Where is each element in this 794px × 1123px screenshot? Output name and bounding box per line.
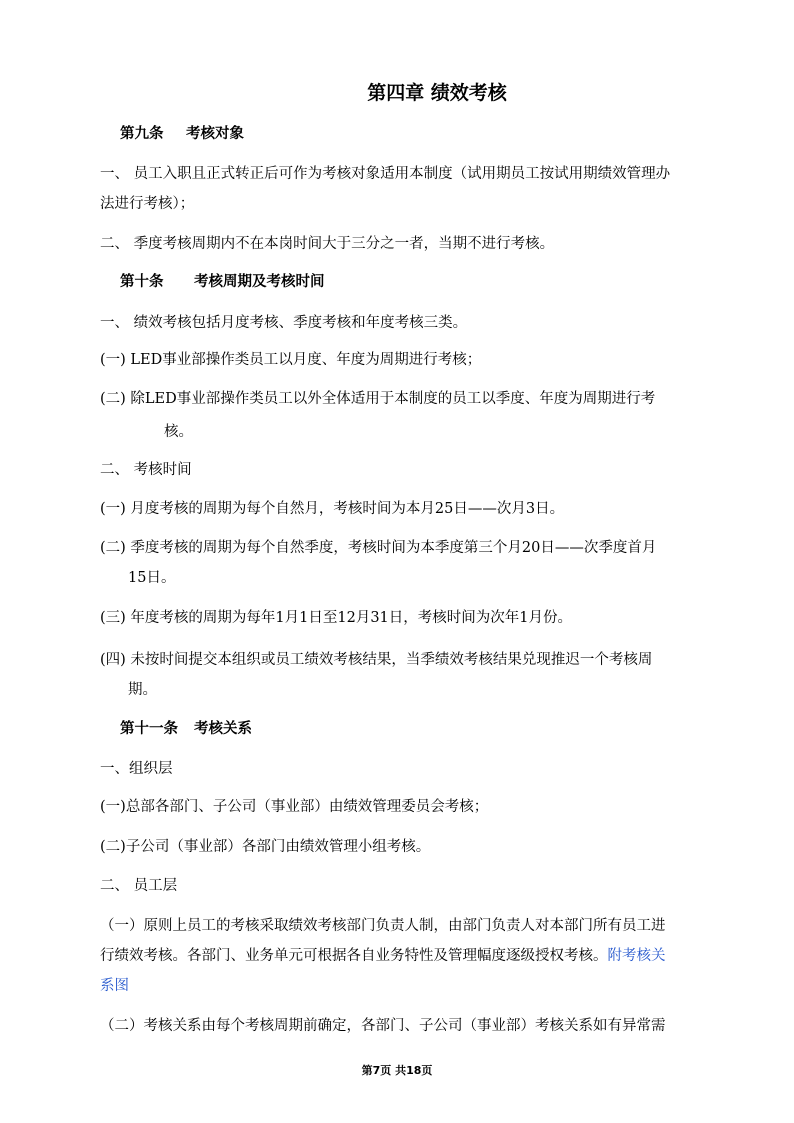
article-number: 第九条 xyxy=(120,126,164,142)
relationship-chart-link[interactable]: 附考核关 xyxy=(607,948,666,964)
list-item: (二) 除LED事业部操作类员工以外全体适用于本制度的员工以季度、年度为周期进行考 xyxy=(100,391,656,407)
paragraph-text: 行绩效考核。各部门、业务单元可根据各自业务特性及管理幅度逐级授权考核。 xyxy=(100,948,608,964)
list-item-continuation: 核。 xyxy=(164,424,193,440)
article-number: 第十条 xyxy=(120,274,164,290)
article-9-heading xyxy=(120,124,244,144)
article-title: 考核对象 xyxy=(186,126,244,142)
article-11-heading xyxy=(120,719,252,739)
paragraph-line: 二、 季度考核周期内不在本岗时间大于三分之一者，当期不进行考核。 xyxy=(100,236,555,252)
paragraph-line: 二、 考核时间 xyxy=(100,462,192,478)
paragraph-line: 一、 绩效考核包括月度考核、季度考核和年度考核三类。 xyxy=(100,315,468,331)
list-item: (二) 季度考核的周期为每个自然季度，考核时间为本季度第三个月20日——次季度首月 xyxy=(100,540,657,556)
list-item-continuation: 15日。 xyxy=(128,570,176,586)
relationship-chart-link-continuation[interactable]: 系图 xyxy=(100,978,129,994)
paragraph-line: 法进行考核）； xyxy=(100,196,195,212)
paragraph-line: 二、 员工层 xyxy=(100,878,178,894)
paragraph-line: 一、 员工入职且正式转正后可作为考核对象适用本制度（试用期员工按试用期绩效管理办 xyxy=(100,166,671,182)
list-item: (二)子公司（事业部）各部门由绩效管理小组考核。 xyxy=(100,839,431,855)
list-item: （二）考核关系由每个考核周期前确定，各部门、子公司（事业部）考核关系如有异常需 xyxy=(100,1018,666,1034)
paragraph-line: 一、组织层 xyxy=(100,761,173,777)
list-item: (四) 未按时间提交本组织或员工绩效考核结果，当季绩效考核结果兑现推迟一个考核周 xyxy=(100,652,653,668)
list-item-continuation: 期。 xyxy=(128,682,157,698)
page-number: 第7页 共18页 xyxy=(361,1064,433,1077)
list-item: (一) 月度考核的周期为每个自然月，考核时间为本月25日——次月3日。 xyxy=(100,501,565,517)
article-title: 考核关系 xyxy=(194,721,252,737)
list-item-continuation xyxy=(100,946,724,966)
chapter-title: 第四章 绩效考核 xyxy=(367,82,507,104)
list-item: （一）原则上员工的考核采取绩效考核部门负责人制，由部门负责人对本部门所有员工进 xyxy=(100,918,666,934)
list-item: (三) 年度考核的周期为每年1月1日至12月31日，考核时间为次年1月份。 xyxy=(100,610,572,626)
list-item: (一) LED事业部操作类员工以月度、年度为周期进行考核； xyxy=(100,352,482,368)
article-title: 考核周期及考核时间 xyxy=(194,274,325,290)
article-10-heading xyxy=(120,272,325,292)
list-item: (一)总部各部门、子公司（事业部）由绩效管理委员会考核； xyxy=(100,799,489,815)
article-number: 第十一条 xyxy=(120,721,178,737)
